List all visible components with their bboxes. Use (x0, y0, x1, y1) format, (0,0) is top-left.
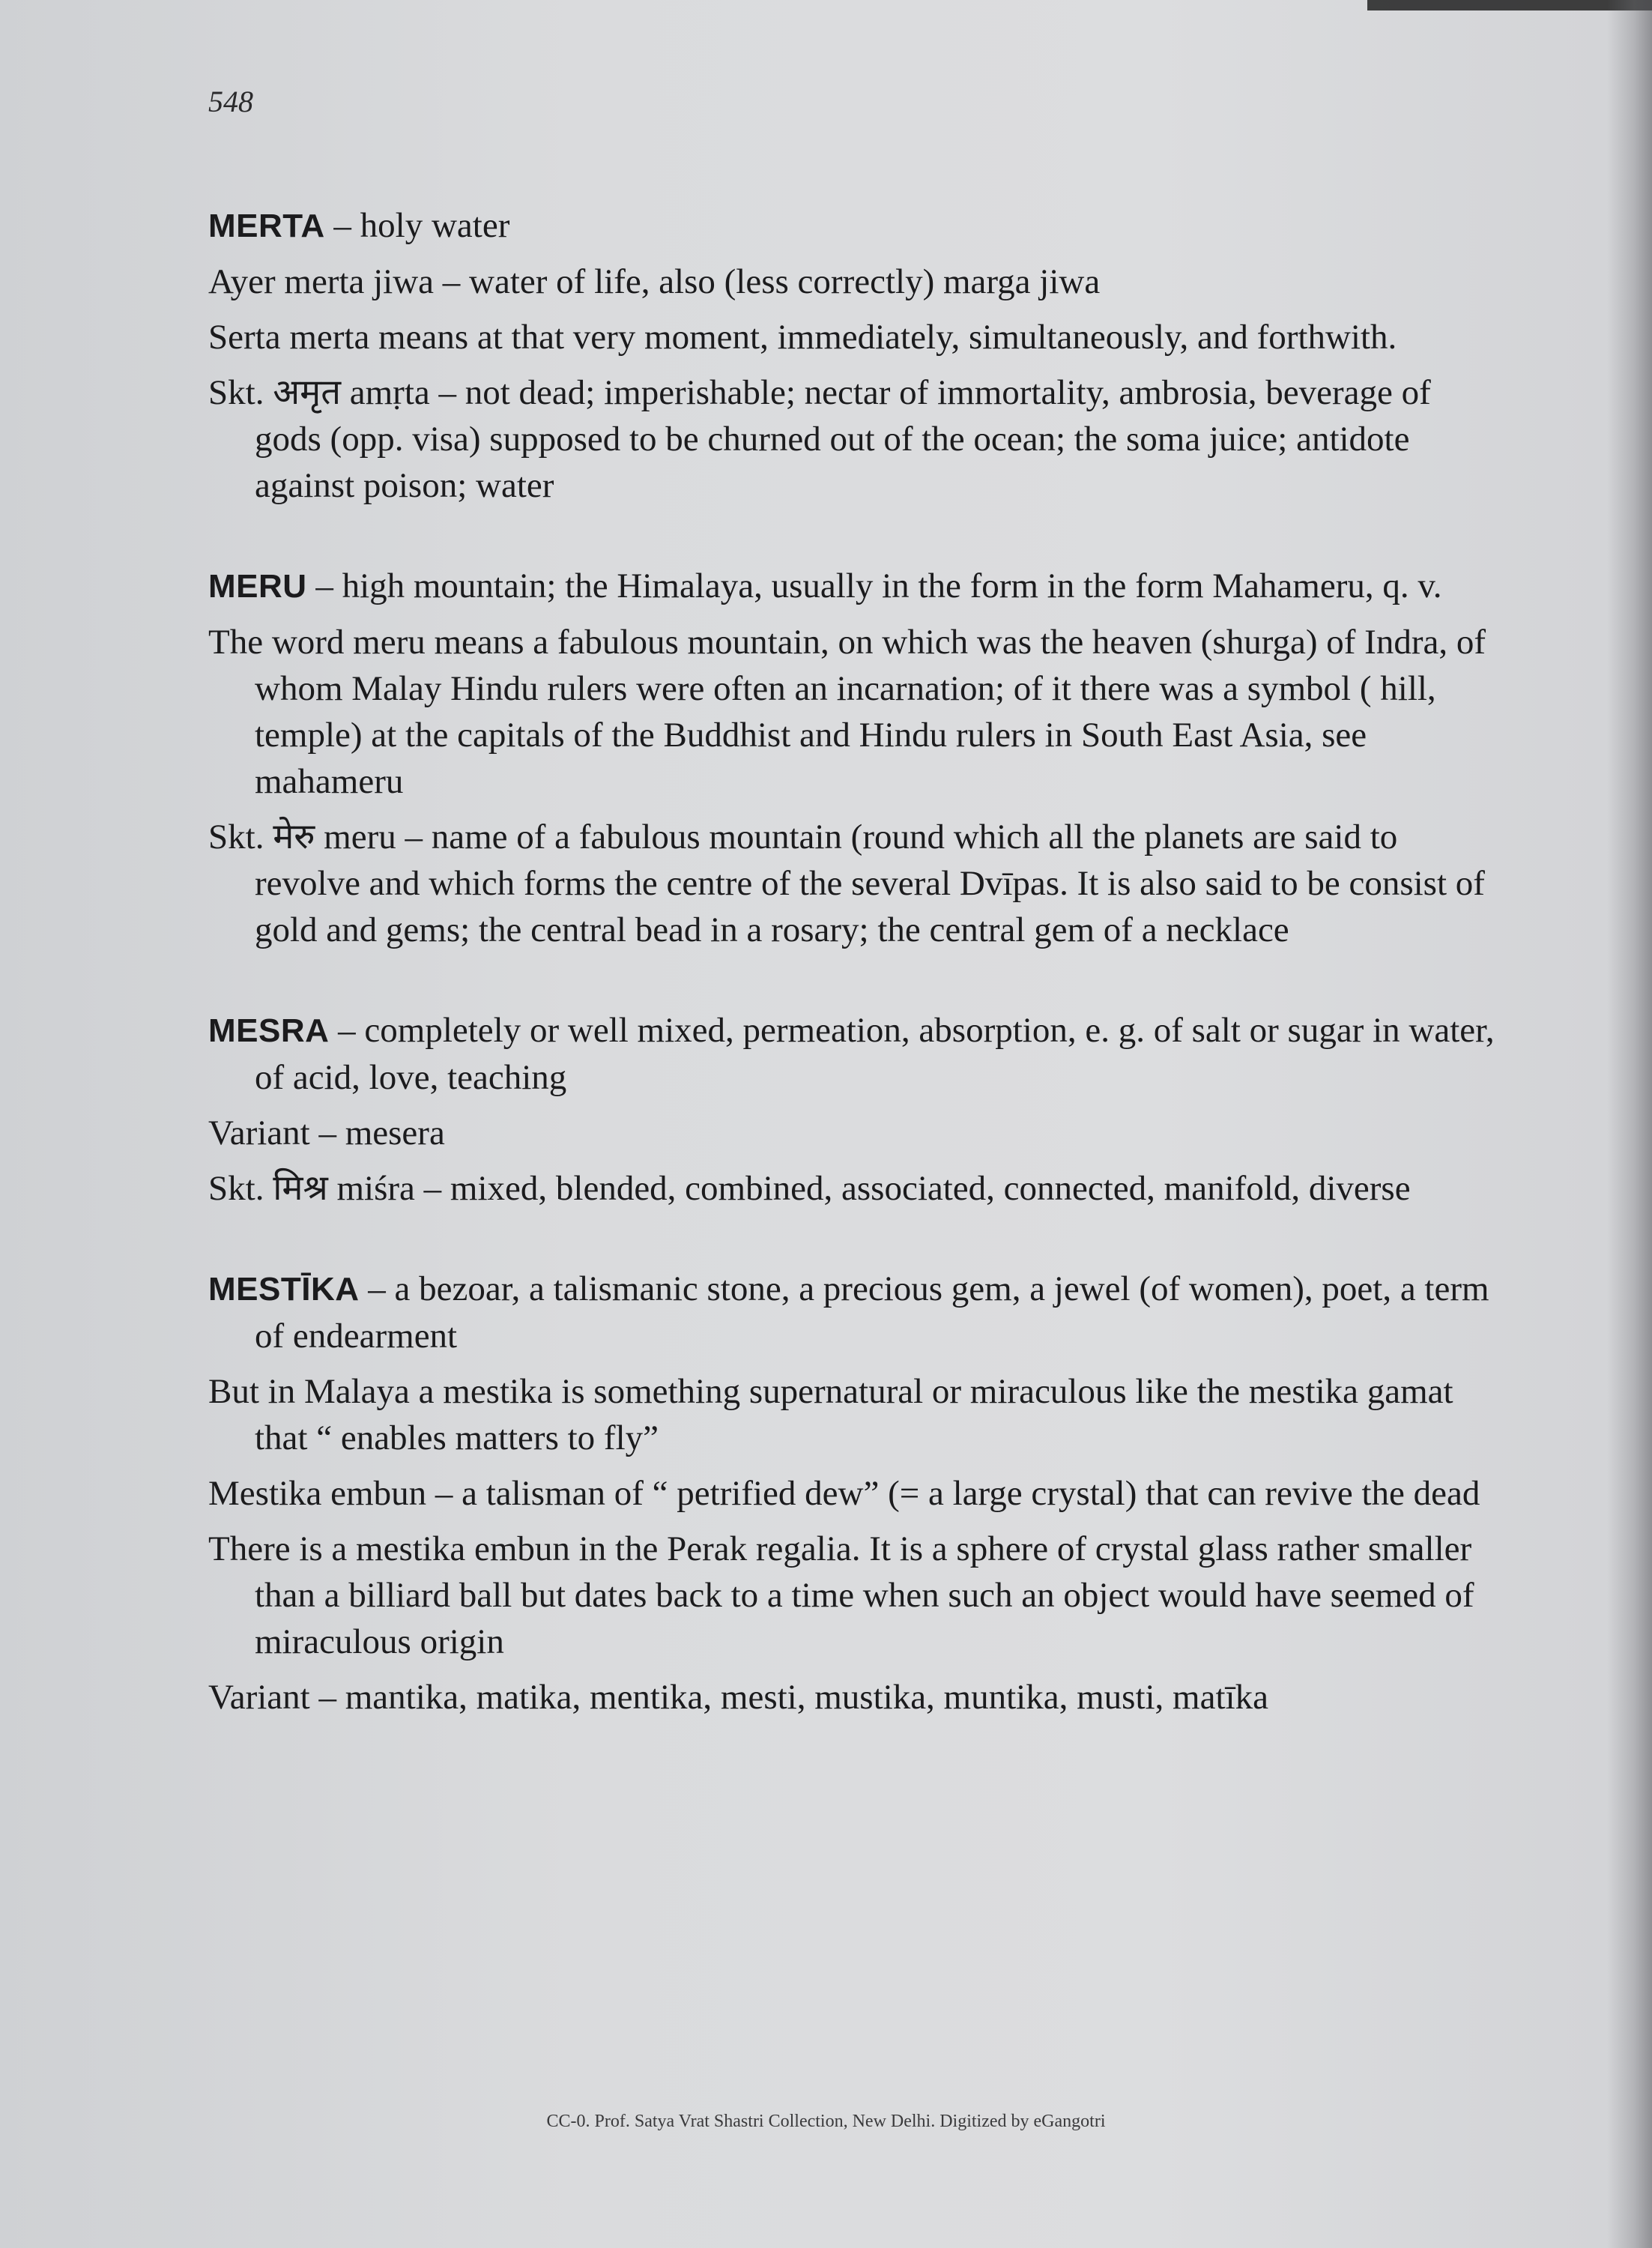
entry-line: Skt. मिश्र miśra – mixed, blended, combined, associated, connected, manifold, diverse (208, 1169, 1411, 1208)
entry-heading (208, 1266, 1497, 1359)
entry-merta (208, 202, 1497, 509)
entry-mestika (208, 1266, 1497, 1720)
entry-line: Skt. मेरु meru – name of a fabulous mountain (round which all the planets are said to revolve and which forms the centre of the several Dvīpas. It is also said to be consist of gold and gems; the central bead in a rosary; the central gem of a necklace (208, 818, 1485, 949)
entry-heading (208, 1007, 1497, 1101)
definition: – a bezoar, a talismanic stone, a precious gem, a jewel (of women), poet, a term of endearment (255, 1269, 1489, 1356)
entry-heading (208, 202, 1497, 250)
entry-mesra (208, 1007, 1497, 1212)
headword: MERU (208, 568, 307, 605)
entry-line: Ayer merta jiwa – water of life, also (less correctly) marga jiwa (208, 262, 1101, 301)
headword: MERTA (208, 208, 325, 244)
page-edge-shadow (1607, 0, 1652, 2248)
page-number: 548 (208, 85, 253, 118)
entry-line: But in Malaya a mestika is something supernatural or miraculous like the mestika gamat that “ enables matters to fly” (208, 1372, 1453, 1457)
entry-line: The word meru means a fabulous mountain, on which was the heaven (shurga) of Indra, of whom Malay Hindu rulers were often an incarnation; of it there was a symbol ( hill, temple) at the capitals of the Buddhist and Hindu rulers in South East Asia, see mahameru (208, 623, 1486, 801)
entry-line: Variant – mantika, matika, mentika, mesti, mustika, muntika, musti, matīka (208, 1678, 1268, 1717)
digitization-footer: CC-0. Prof. Satya Vrat Shastri Collection, New Delhi. Digitized by eGangotri (546, 2112, 1106, 2131)
dictionary-content (208, 202, 1497, 1774)
definition: – completely or well mixed, permeation, absorption, e. g. of salt or sugar in water, of acid, love, teaching (255, 1011, 1495, 1097)
entry-line: Skt. अमृत amṛta – not dead; imperishable; nectar of immortality, ambrosia, beverage of gods (opp. visa) supposed to be churned out of the ocean; the soma juice; antidote against poison; water (208, 373, 1431, 505)
headword: MESTĪKA (208, 1271, 360, 1308)
entry-heading (208, 563, 1497, 610)
entry-line: Serta merta means at that very moment, immediately, simultaneously, and forthwith. (208, 318, 1397, 357)
definition: – high mountain; the Himalaya, usually in the form in the form Mahameru, q. v. (306, 566, 1442, 605)
entry-line: Mestika embun – a talisman of “ petrified dew” (= a large crystal) that can revive the dead (208, 1474, 1480, 1513)
headword: MESRA (208, 1012, 330, 1049)
entry-meru (208, 563, 1497, 953)
entry-line: There is a mestika embun in the Perak regalia. It is a sphere of crystal glass rather smaller than a billiard ball but dates back to a time when such an object would have seemed of miraculous origin (208, 1529, 1474, 1661)
entry-line: Variant – mesera (208, 1114, 445, 1152)
definition: – holy water (324, 206, 510, 245)
